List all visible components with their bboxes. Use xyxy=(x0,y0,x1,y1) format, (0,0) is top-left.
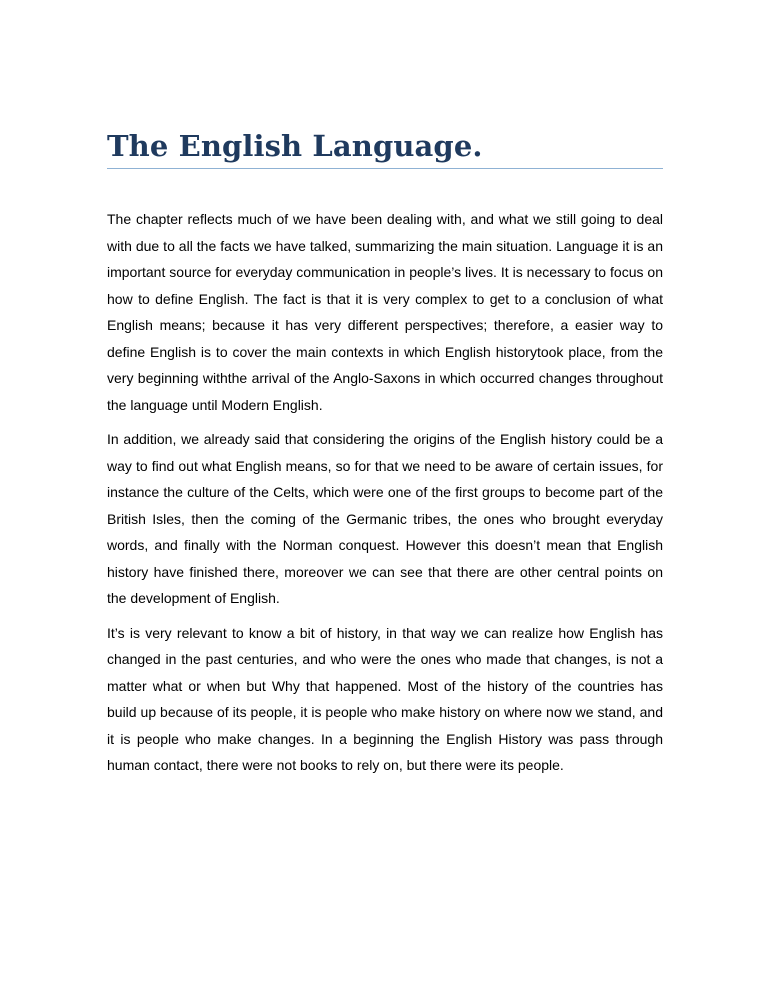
paragraph-2: In addition, we already said that considering the origins of the English history could be a way to find out what English means, so for that we need to be aware of certain issues, for instance the culture of the Celts, which were one of the first groups to become part of the British Isles, then the coming of the Germanic tribes, the ones who brought everyday words, and finally with the Norman conquest. However this doesn’t mean that English history have finished there, moreover we can see that there are other central points on the development of English. xyxy=(107,431,663,606)
document-title: The English Language. xyxy=(107,126,663,169)
paragraph-3: It’s is very relevant to know a bit of history, in that way we can realize how English has changed in the past centuries, and who were the ones who made that changes, is not a matter what or when but Why that happened. Most of the history of the countries has build up because of its people, it is people who make history on where now we stand, and it is people who make changes. In a beginning the English History was pass through human contact, there were not books to rely on, but there were its people. xyxy=(107,624,663,773)
document-page xyxy=(107,126,663,779)
paragraph-1: The chapter reflects much of we have been dealing with, and what we still going to deal with due to all the facts we have talked, summarizing the main situation. Language it is an important source for everyday communication in people’s lives. It is necessary to focus on how to define English. The fact is that it is very complex to get to a conclusion of what English means; because it has very different perspectives; therefore, a easier way to define English is to cover the main contexts in which English historytook place, from the very beginning withthe arrival of the Anglo-Saxons in which occurred changes throughout the language until Modern English. xyxy=(107,211,663,413)
